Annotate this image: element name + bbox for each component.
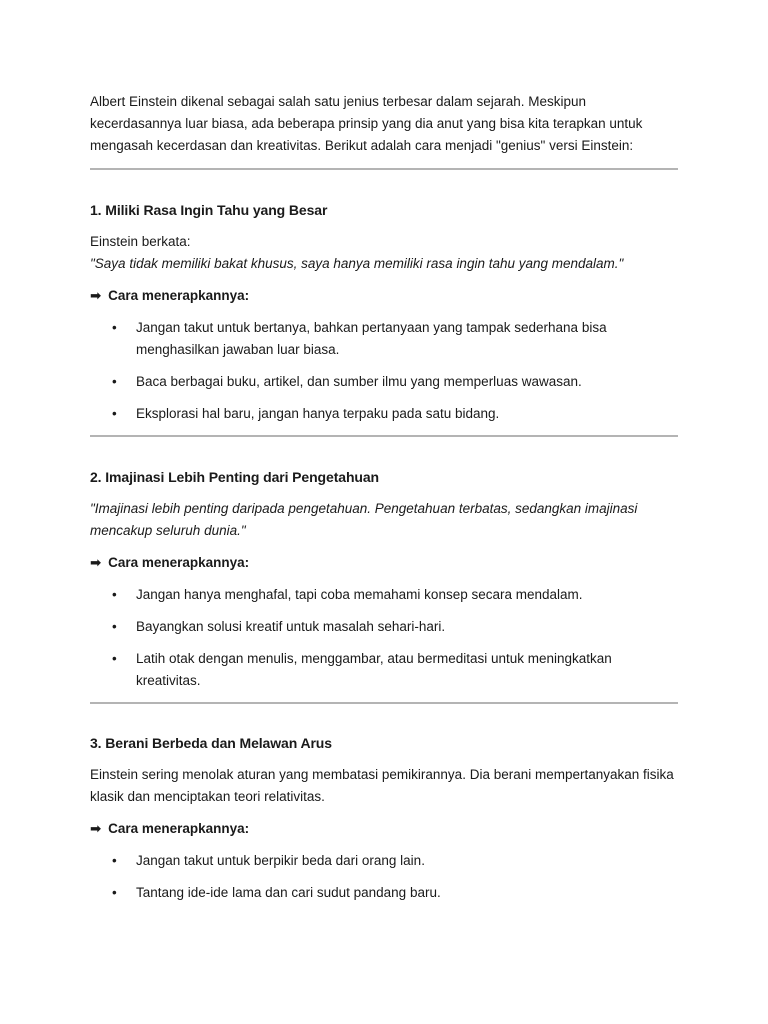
section-2-apply-label <box>90 552 680 574</box>
section-3 <box>90 733 680 904</box>
list-item <box>90 882 636 904</box>
bullet-icon: • <box>112 587 117 602</box>
list-item <box>90 403 636 425</box>
section-3-body: Einstein sering menolak aturan yang membatasi pemikirannya. Dia berani mempertanyakan fisika klasik dan menciptakan teori relativitas. <box>90 767 674 804</box>
section-3-apply-label <box>90 818 680 840</box>
apply-label-text: Cara menerapkannya: <box>108 288 250 303</box>
bullet-icon: • <box>112 619 117 634</box>
section-divider <box>90 435 678 437</box>
list-item-text: Jangan takut untuk berpikir beda dari orang lain. <box>136 853 425 868</box>
list-item-text: Jangan hanya menghafal, tapi coba memahami konsep secara mendalam. <box>136 587 583 602</box>
list-item-text: Jangan takut untuk bertanya, bahkan pertanyaan yang tampak sederhana bisa menghasilkan jawaban luar biasa. <box>136 320 607 357</box>
list-item-text: Bayangkan solusi kreatif untuk masalah sehari-hari. <box>136 619 446 634</box>
list-item <box>90 584 636 606</box>
arrow-right-icon: ➡ <box>90 821 102 836</box>
section-2-tips <box>90 584 680 692</box>
bullet-icon: • <box>112 320 117 335</box>
list-item <box>90 371 636 393</box>
section-divider <box>90 702 678 704</box>
list-item-text: Latih otak dengan menulis, menggambar, atau bermeditasi untuk meningkatkan kreativitas. <box>136 651 612 688</box>
section-1-apply-label <box>90 285 680 307</box>
section-2 <box>90 467 680 704</box>
bullet-icon: • <box>112 853 117 868</box>
section-1-heading: 1. Miliki Rasa Ingin Tahu yang Besar <box>90 202 328 218</box>
list-item-text: Eksplorasi hal baru, jangan hanya terpaku pada satu bidang. <box>136 406 500 421</box>
apply-label-text: Cara menerapkannya: <box>108 821 250 836</box>
apply-label-text: Cara menerapkannya: <box>108 555 250 570</box>
list-item <box>90 850 636 872</box>
bullet-icon: • <box>112 651 117 666</box>
section-divider <box>90 168 678 170</box>
list-item <box>90 317 636 361</box>
section-3-tips <box>90 850 680 904</box>
bullet-icon: • <box>112 885 117 900</box>
section-1-tips <box>90 317 680 425</box>
intro-paragraph: Albert Einstein dikenal sebagai salah satu jenius terbesar dalam sejarah. Meskipun kecerdasannya luar biasa, ada beberapa prinsip yang dia anut yang bisa kita terapkan untuk mengasah kecerdasan dan kreativitas. Berikut adalah cara menjadi "genius" versi Einstein: <box>90 94 643 153</box>
bullet-icon: • <box>112 374 117 389</box>
section-3-heading: 3. Berani Berbeda dan Melawan Arus <box>90 735 332 751</box>
section-1-quote: "Saya tidak memiliki bakat khusus, saya hanya memiliki rasa ingin tahu yang mendalam." <box>90 256 624 271</box>
section-2-quote: "Imajinasi lebih penting daripada pengetahuan. Pengetahuan terbatas, sedangkan imajinasi mencakup seluruh dunia." <box>90 501 638 538</box>
list-item <box>90 648 636 692</box>
list-item-text: Baca berbagai buku, artikel, dan sumber ilmu yang memperluas wawasan. <box>136 374 582 389</box>
arrow-right-icon: ➡ <box>90 555 102 570</box>
arrow-right-icon: ➡ <box>90 288 102 303</box>
bullet-icon: • <box>112 406 117 421</box>
section-1 <box>90 200 680 437</box>
section-2-heading: 2. Imajinasi Lebih Penting dari Pengetahuan <box>90 469 379 485</box>
list-item-text: Tantang ide-ide lama dan cari sudut pandang baru. <box>136 885 441 900</box>
document-page <box>90 91 680 914</box>
section-1-lead: Einstein berkata: <box>90 234 191 249</box>
list-item <box>90 616 636 638</box>
